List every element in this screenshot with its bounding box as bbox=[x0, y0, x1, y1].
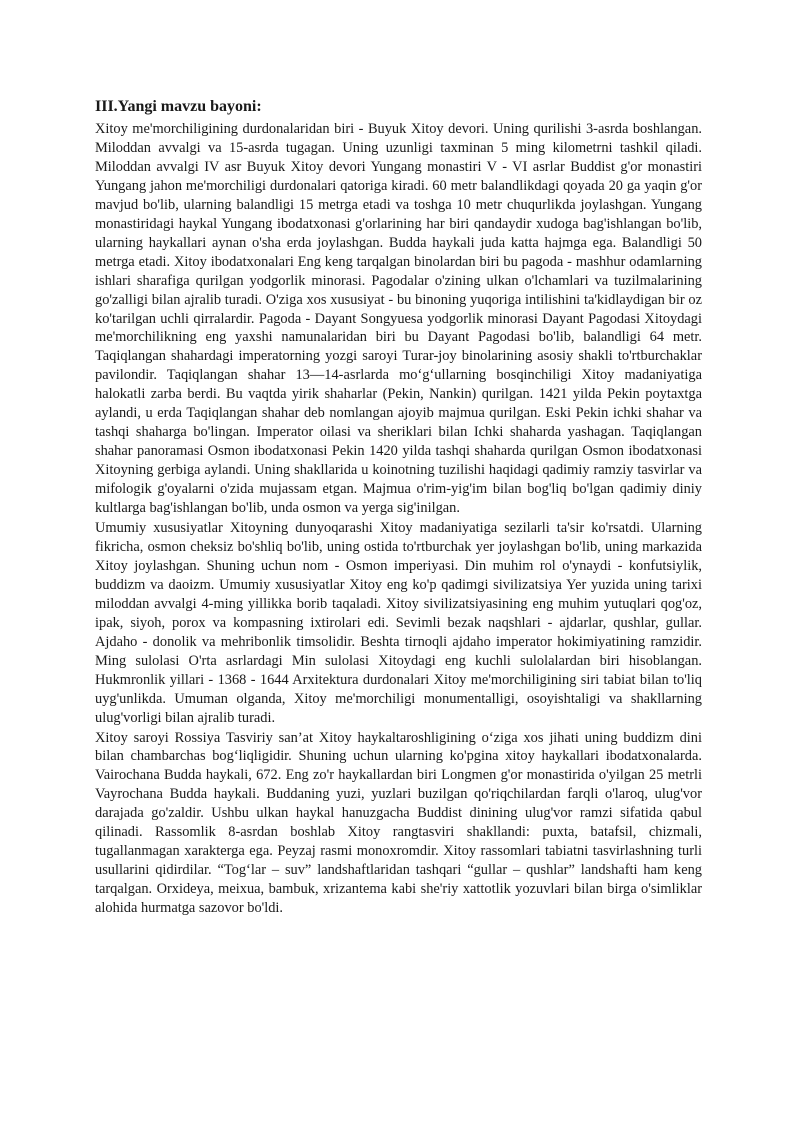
section-heading: III.Yangi mavzu bayoni: bbox=[95, 98, 262, 115]
paragraph-sculpture-painting: Xitoy saroyi Rossiya Tasviriy san’at Xitoy haykaltaroshligining o‘ziga xos jihati uning buddizm dini bilan chambarchas bog‘liqligidir. Shuning uchun ularning ko'pgina xitoy haykallari ibodatxonalarda. Vairochana Budda haykali, 672. Eng zo'r haykallardan biri Longmen g'or monastirida o'yilgan 25 metrli Vayrochana Budda haykali. Buddaning yuzi, yuzlari buzilgan qo'riqchilardan farqli o'laroq, ulug'vor darajada go'zaldir. Ushbu ulkan haykal hanuzgacha Buddist dinining ulug'vor ramzi sifatida qabul qilinadi. Rassomlik 8-asrdan boshlab Xitoy rangtasviri shakllandi: puxta, batafsil, chizmali, tugallanmagan xarakterga ega. Peyzaj rasmi monoxromdir. Xitoy rassomlari tabiatni tasvirlashning turli usullarini qidirdilar. “Tog‘lar – suv” landshaftlaridan tashqari “gullar – qushlar” landshafti ham keng tarqalgan. Orxideya, meixua, bambuk, xrizantema kabi she'riy xattotlik yozuvlari bilan birga o'simliklar alohida hurmatga sazovor bo'ldi. bbox=[95, 729, 702, 917]
paragraph-architecture: Xitoy me'morchiligining durdonalaridan biri - Buyuk Xitoy devori. Uning qurilishi 3-asrda boshlangan. Miloddan avvalgi va 15-asrda tugagan. Uning uzunligi taxminan 5 ming kilometrni tashkil qiladi. Miloddan avvalgi IV asr Buyuk Xitoy devori Yungang monastiri V - VI asrlar Buddist g'or monastiri Yungang jahon me'morchiligi durdonalari qatoriga kiradi. 60 metr balandlikdagi qoyada 20 ga yaqin g'or mavjud bo'lib, ularning balandligi 15 metrga etadi va toshga 10 metr chuqurlikda joylashgan. Yungang monastiridagi haykal Yungang ibodatxonasi g'orlarining har biri qandaydir xudoga bag'ishlangan bo'lib, ularning haykallari aynan o'sha erda joylashgan. Budda haykali juda katta hajmga ega. Balandligi 50 metrga etadi. Xitoy ibodatxonalari Eng keng tarqalgan binolardan biri bu pagoda - mashhur odamlarning ishlari sharafiga qurilgan yodgorlik minorasi. Pagodalar o'zining ulkan o'lchamlari va tuzilmalarining go'zalligi bilan ajralib turadi. O'ziga xos xususiyat - bu binoning yuqoriga intilishini ta'kidlaydigan bir oz ko'tarilgan uchli qirralardir. Pagoda - Dayant Songyuesa yodgorlik minorasi Dayant Pagodasi Xitoydagi me'morchilikning eng yaxshi namunalaridan biri bu Dayant Pagodasi bo'lib, balandligi 64 metr. Taqiqlangan shahardagi imperatorning yozgi saroyi Turar-joy binolarining asosiy shakli to'rtburchaklar pavilondir. Taqiqlangan shahar 13—14-asrlarda mo‘g‘ullarning bosqinchiligi Xitoy madaniyatiga halokatli zarba berdi. Bu vaqtda yirik shaharlar (Pekin, Nankin) qurilgan. 1421 yilda Pekin poytaxtga aylandi, u erda Taqiqlangan shahar deb nomlangan ajoyib majmua qurilgan. Eski Pekin ichki shahar va tashqi shaharga bo'lingan. Imperator oilasi va sheriklari bilan Ichki shaharda yashagan. Taqiqlangan shahar panoramasi Osmon ibodatxonasi Pekin 1420 yilda tashqi shaharda qurilgan Osmon ibodatxonasi Xitoyning gerbiga aylandi. Uning shakllarida u koinotning tuzilishi haqidagi qadimiy ramziy tasvirlar va mifologik g'oyalarni o'zida mujassam etgan. Majmua o'rim-yig'im bilan bog'liq bo'lgan qadimiy diniy kultlarga bag'ishlangan bo'lib, unda osmon va yerga sig'inilgan. bbox=[95, 121, 702, 517]
paragraph-general-features: Umumiy xususiyatlar Xitoyning dunyoqarashi Xitoy madaniyatiga sezilarli ta'sir ko'rsatdi. Ularning fikricha, osmon cheksiz bo'shliq bo'lib, uning ostida to'rtburchak yer joylashgan bo'lib, uning markazida Xitoy joylashgan. Shuning uchun nom - Osmon imperiyasi. Din muhim rol o'ynaydi - konfutsiylik, buddizm va daoizm. Umumiy xususiyatlar Xitoy eng ko'p qadimgi sivilizatsiya Yer yuzida uning tarixi miloddan avvalgi 4-ming yillikka borib taqaladi. Xitoy sivilizatsiyasining eng muhim yutuqlari qog'oz, ipak, siyoh, porox va kompasning ixtirolari edi. Sevimli bezak naqshlari - ajdarlar, qushlar, gullar. Ajdaho - donolik va mehribonlik timsolidir. Beshta tirnoqli ajdaho imperator hokimiyatining ramzidir. Ming sulolasi O'rta asrlardagi Min sulolasi Xitoydagi eng kuchli sulolalardan biri hisoblangan. Hukmronlik yillari - 1368 - 1644 Arxitektura durdonalari Xitoy me'morchiligining siri tabiat bilan to'liq uyg'unlikda. Umuman olganda, Xitoy me'morchiligi monumentalligi, osoyishtaligi va shakllarning ulug'vorligi bilan ajralib turadi. bbox=[95, 520, 702, 726]
document-page bbox=[95, 97, 702, 918]
